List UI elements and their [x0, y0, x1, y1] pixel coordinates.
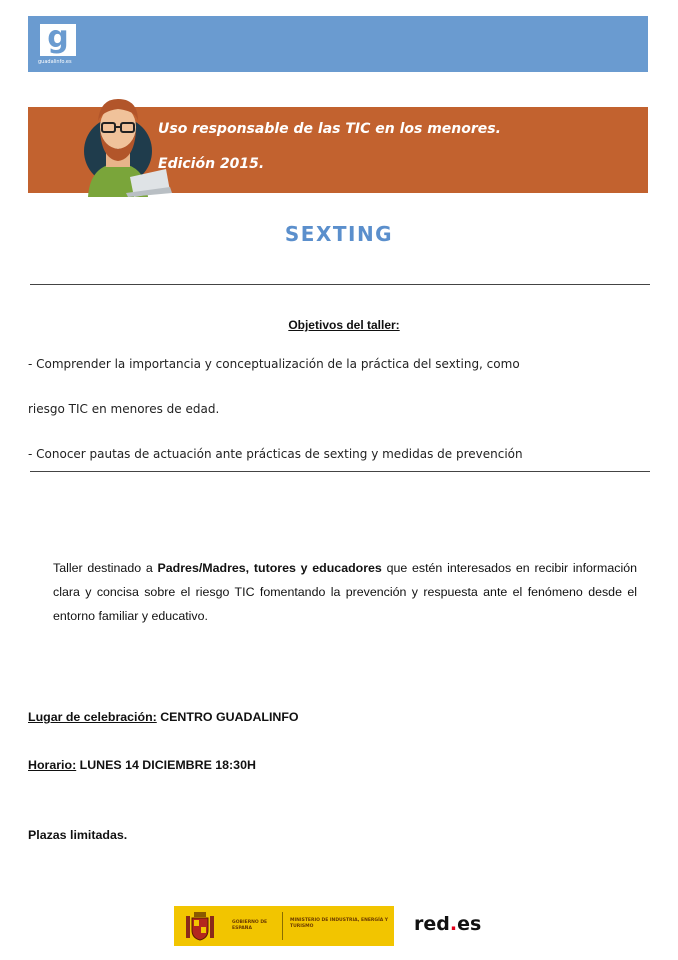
objective-line-2: riesgo TIC en menores de edad. — [28, 402, 220, 416]
gobierno-text: GOBIERNO DE ESPAÑA — [232, 920, 268, 931]
venue-line — [28, 710, 299, 724]
venue-value: CENTRO GUADALINFO — [156, 710, 299, 724]
schedule-line — [28, 758, 256, 772]
logo-box — [40, 20, 76, 56]
guadalinfo-logo — [38, 22, 78, 66]
government-logo-strip — [174, 906, 394, 946]
reds-logo — [414, 913, 481, 935]
objectives-heading: Objetivos del taller: — [288, 318, 400, 332]
banner-line-2: Edición 2015. — [158, 156, 265, 172]
avatar-illustration-icon — [66, 81, 186, 197]
objective-line-1: - Comprender la importancia y conceptualización de la práctica del sexting, como — [28, 357, 520, 371]
page-title: SEXTING — [284, 222, 394, 246]
description-paragraph — [53, 556, 637, 628]
reds-logo-red: red — [414, 913, 450, 935]
reds-logo-es: es — [457, 913, 482, 935]
footer-divider — [282, 912, 283, 940]
description-before: Taller destinado a — [53, 561, 158, 575]
coat-of-arms-icon — [182, 910, 218, 942]
banner-line-1: Uso responsable de las TIC en los menores. — [158, 121, 501, 137]
venue-label: Lugar de celebración: — [28, 710, 157, 724]
divider-top — [30, 284, 650, 285]
description-audience: Padres/Madres, tutores y educadores — [157, 561, 382, 575]
header-bar — [28, 16, 648, 72]
limited-seats-note: Plazas limitadas. — [28, 828, 128, 842]
banner — [28, 107, 648, 193]
objective-line-3: - Conocer pautas de actuación ante prácticas de sexting y medidas de prevención — [28, 447, 523, 461]
logo-letter: g — [47, 20, 69, 55]
logo-text: guadalinfo.es — [38, 59, 72, 65]
ministerio-text: MINISTERIO DE INDUSTRIA, ENERGÍA Y TURISMO — [290, 918, 389, 929]
schedule-value: LUNES 14 DICIEMBRE 18:30H — [76, 758, 256, 772]
divider-bottom — [30, 471, 650, 472]
description-after: que estén interesados en recibir información clara y concisa sobre el riesgo TIC fomentando la prevención y respuesta ante el fenómeno desde el entorno familiar y educativo. — [53, 561, 637, 623]
schedule-label: Horario: — [28, 758, 77, 772]
reds-logo-dot: . — [449, 913, 458, 935]
